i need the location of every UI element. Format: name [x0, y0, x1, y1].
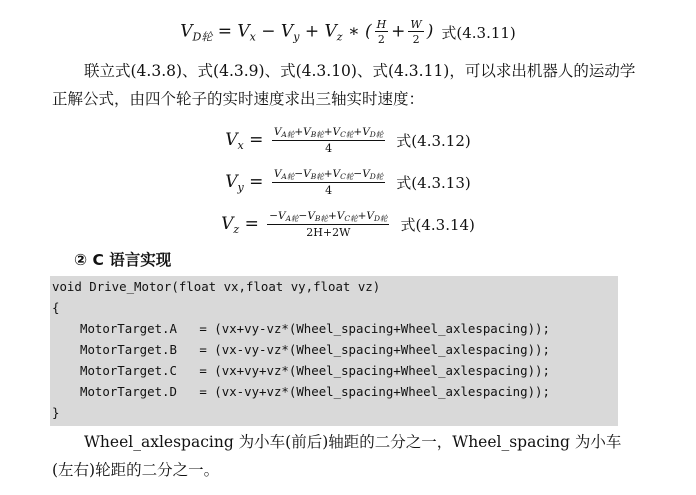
numerator: W [410, 18, 422, 31]
denominator: 4 [325, 183, 333, 197]
numerator: VA轮+VB轮+VC轮+VD轮 [273, 125, 384, 139]
equation-body [225, 126, 388, 155]
denominator: 2H+2W [306, 225, 351, 239]
denominator: 4 [325, 141, 333, 155]
close-paren: ) [426, 21, 434, 42]
code-line: } [52, 405, 60, 420]
fraction [267, 210, 389, 239]
paragraph-variable-explanation: Wheel_axlespacing 为小车(前后)轴距的二分之一，Wheel_spacing 为小车(左右)轮距的二分之一。 [52, 433, 622, 479]
code-line: MotorTarget.C = (vx+vy+vz*(Wheel_spacing+Wheel_axlespacing)); [80, 363, 550, 378]
code-line: MotorTarget.A = (vx+vy-vz*(Wheel_spacing+Wheel_axlespacing)); [80, 321, 550, 336]
numerator: VA轮−VB轮+VC轮−VD轮 [273, 167, 384, 181]
code-line: MotorTarget.B = (vx-vy-vz*(Wheel_spacing+Wheel_axlespacing)); [80, 342, 550, 357]
numerator: −VA轮−VB轮+VC轮+VD轮 [269, 209, 388, 223]
equals-sign: = [244, 213, 259, 234]
paragraph-forward-kinematics: 联立式(4.3.8)、式(4.3.9)、式(4.3.10)、式(4.3.11)，可以求出机器人的运动学正解公式，由四个轮子的实时速度求出三轴实时速度： [52, 62, 636, 108]
subscript: z [336, 30, 343, 44]
fraction [272, 168, 385, 197]
equation-ref: 式(4.3.12) [396, 131, 471, 150]
fraction-w-2 [408, 18, 423, 46]
equation-4-3-13 [0, 162, 696, 202]
fraction-h-2 [375, 18, 389, 46]
term: − V [255, 21, 294, 42]
term: = V [217, 21, 250, 42]
symbol-v: V [180, 21, 193, 42]
subscript: y [293, 30, 300, 44]
equals-sign: = [249, 129, 264, 150]
denominator: 2 [377, 33, 385, 46]
equals-sign: = [249, 171, 264, 192]
fraction [272, 126, 385, 155]
subscript: x [249, 30, 256, 44]
code-block [50, 276, 618, 426]
term: ∗ ( [342, 21, 372, 42]
equation-ref: 式(4.3.14) [400, 215, 475, 234]
equation-4-3-11 [0, 14, 696, 50]
code-line: { [52, 300, 60, 315]
equation-4-3-12 [0, 120, 696, 160]
subscript: z [233, 222, 240, 236]
equation-body [221, 210, 392, 239]
symbol-v: V [225, 171, 238, 192]
equation-4-3-14 [0, 204, 696, 244]
plus-sign: + [391, 21, 406, 42]
numerator: H [376, 18, 387, 31]
subscript: y [237, 180, 244, 194]
subscript: x [237, 138, 244, 152]
equation-ref: 式(4.3.13) [396, 173, 471, 192]
term: + V [299, 21, 337, 42]
equation-body [180, 18, 433, 46]
equation-body [225, 168, 388, 197]
code-line: void Drive_Motor(float vx,float vy,float vz) [52, 279, 381, 294]
symbol-v: V [225, 129, 238, 150]
section-heading: ② C 语言实现 [74, 251, 172, 269]
equation-ref: 式(4.3.11) [441, 23, 516, 42]
symbol-v: V [221, 213, 234, 234]
subscript: D轮 [192, 30, 213, 44]
code-line: MotorTarget.D = (vx-vy+vz*(Wheel_spacing+Wheel_axlespacing)); [80, 384, 550, 399]
denominator: 2 [412, 33, 420, 46]
